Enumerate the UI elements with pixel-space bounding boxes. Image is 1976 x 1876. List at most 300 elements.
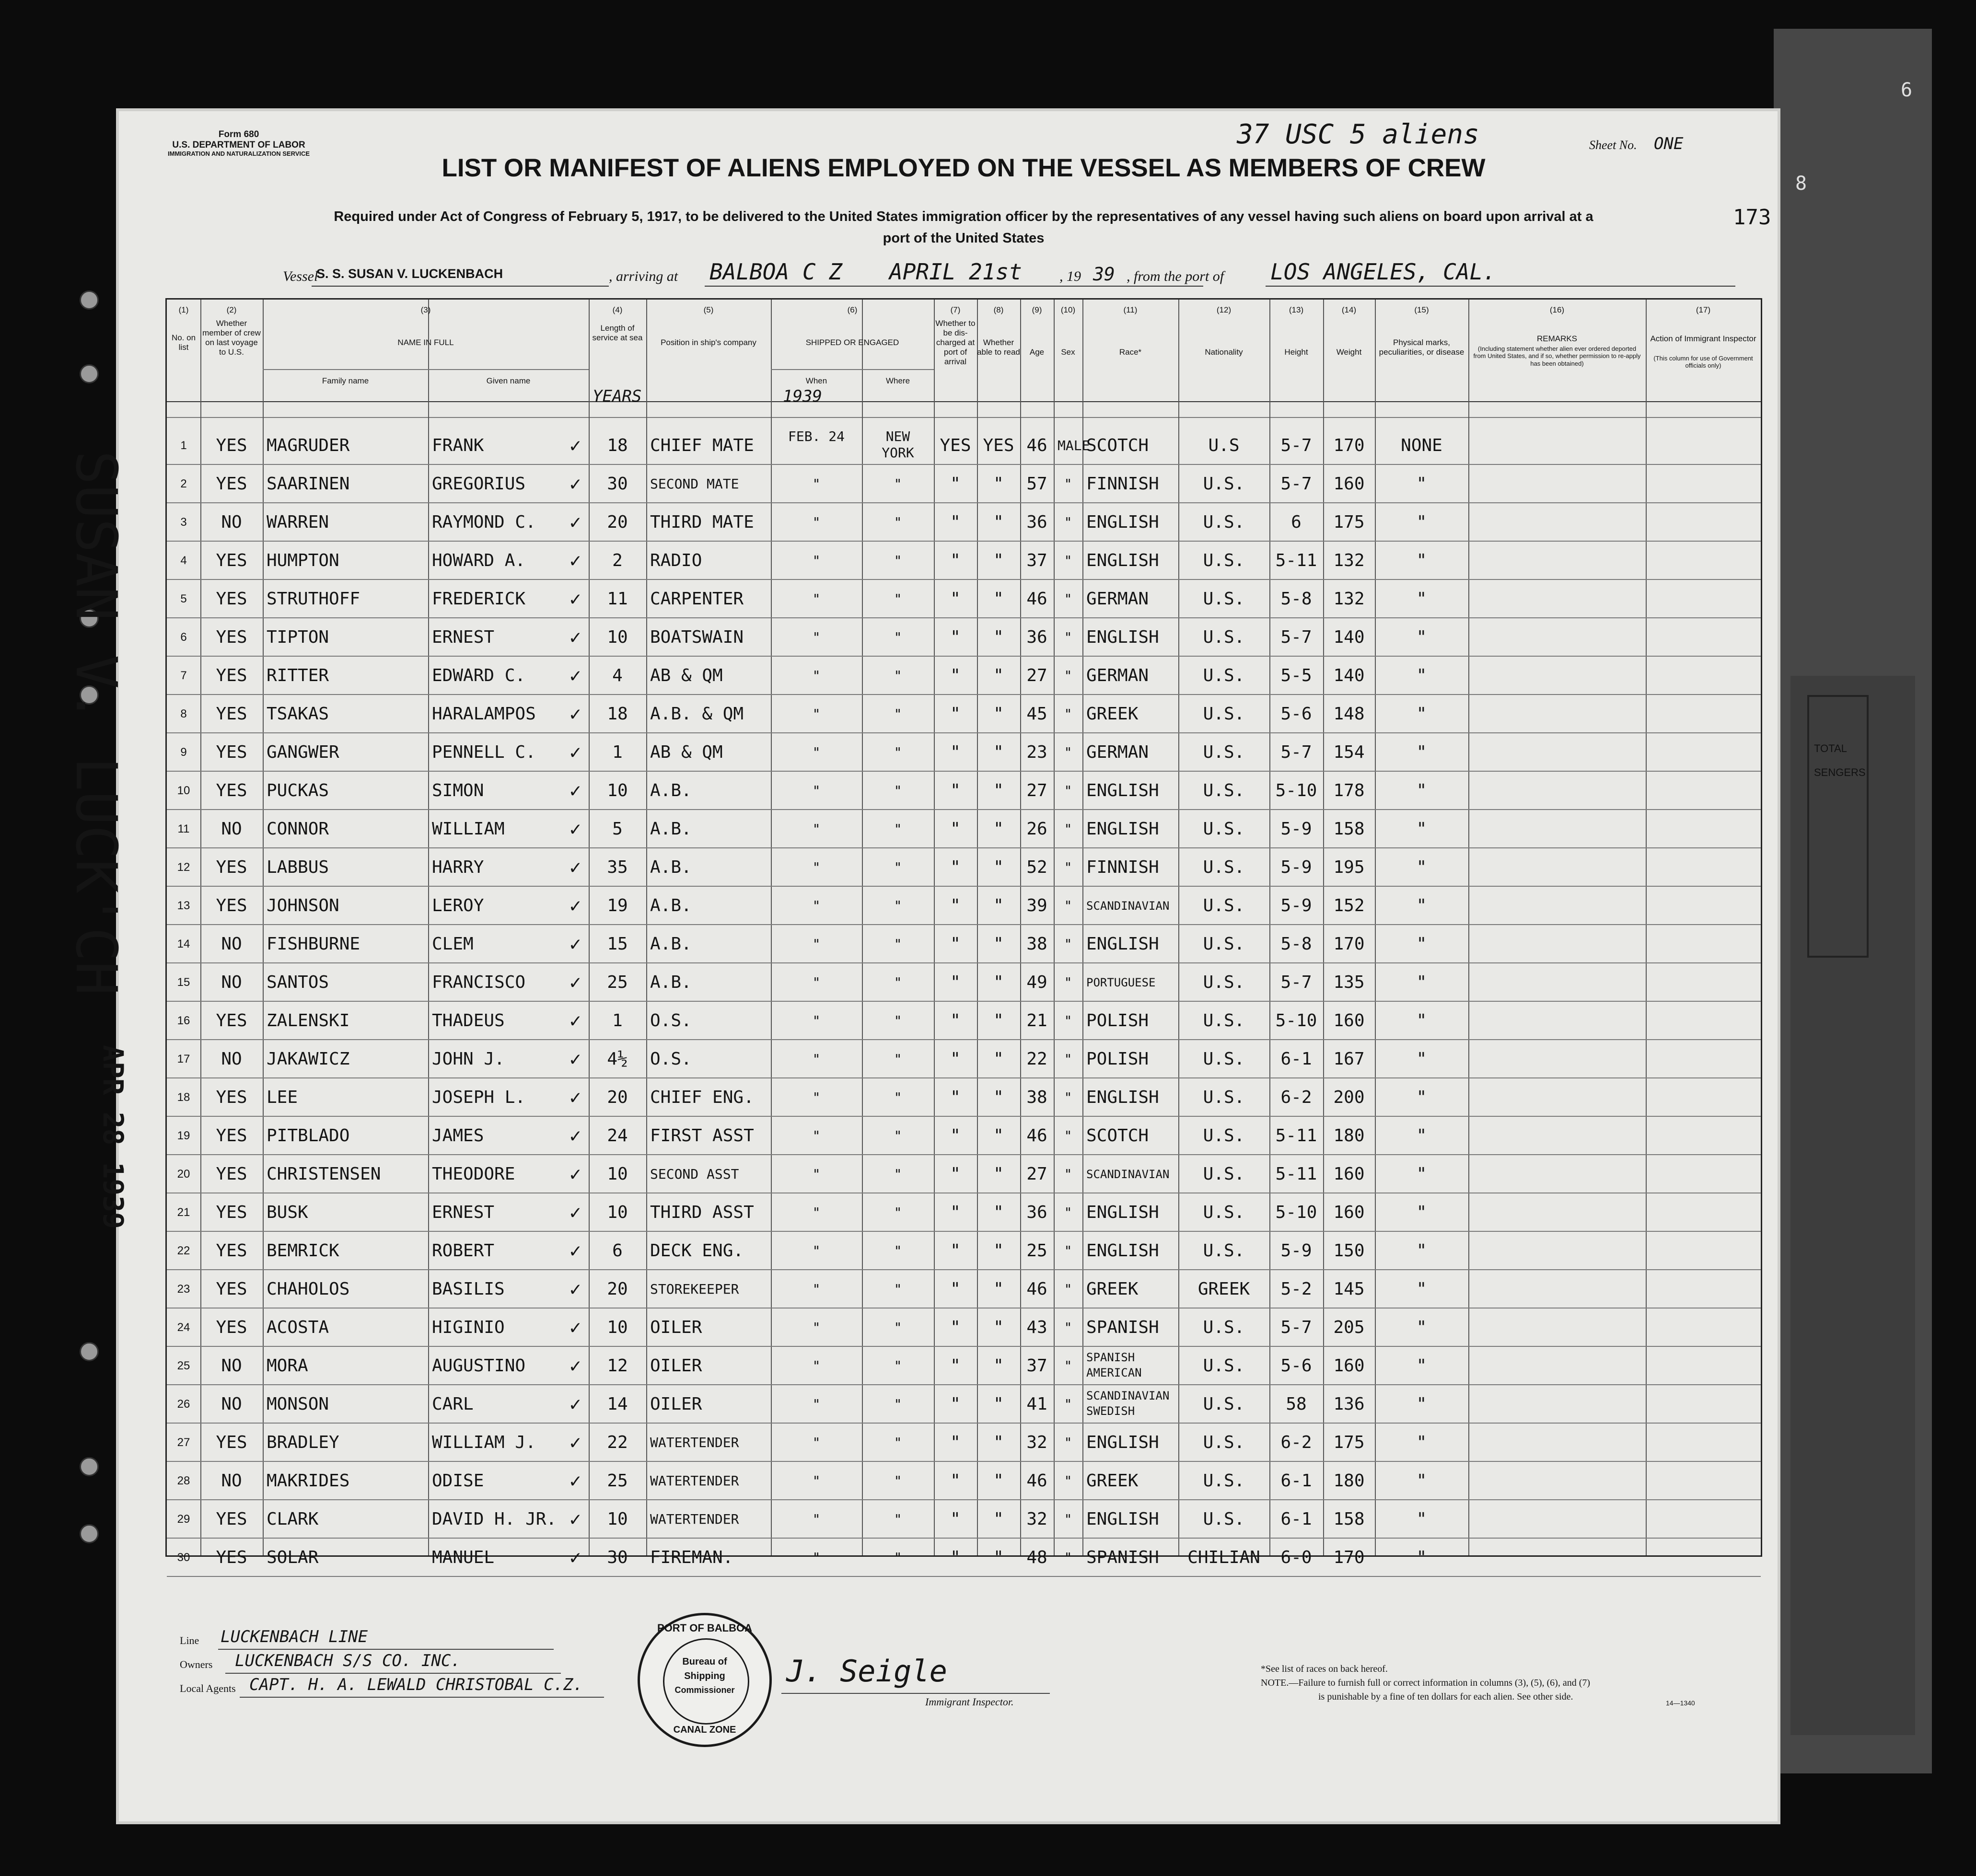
cell-sex: " xyxy=(1064,1511,1072,1527)
header-shipped: SHIPPED OR ENGAGED xyxy=(805,338,899,347)
cell-prev: YES xyxy=(216,1318,247,1337)
cell-height: 6-2 xyxy=(1280,1088,1312,1107)
cell-family: MORA xyxy=(267,1356,308,1376)
note-races: *See list of races on back hereof. xyxy=(1261,1664,1388,1674)
cell-sex: " xyxy=(1064,1243,1072,1259)
cell-weight: 132 xyxy=(1333,589,1365,609)
table-row xyxy=(167,1500,1761,1539)
cell-family: MONSON xyxy=(267,1394,329,1414)
table-row xyxy=(167,810,1761,848)
cell-race: ENGLISH xyxy=(1086,1433,1159,1452)
cell-position: OILER xyxy=(650,1318,702,1337)
cell-weight: 175 xyxy=(1333,512,1365,532)
cell-height: 5-7 xyxy=(1280,474,1312,494)
cell-given: THADEUS xyxy=(432,1011,505,1031)
cell-height: 5-9 xyxy=(1280,857,1312,877)
cell-no: 18 xyxy=(177,1091,190,1104)
cell-age: 38 xyxy=(1026,1088,1047,1107)
header-able-read: Whether able to read xyxy=(977,338,1020,357)
cell-race: SPANISH xyxy=(1086,1318,1159,1337)
cell-physical: NONE xyxy=(1401,436,1442,455)
cell-sex: " xyxy=(1064,553,1072,568)
cell-when: " xyxy=(812,974,821,990)
cell-when: " xyxy=(812,1243,821,1259)
cell-race: SCANDINAVIAN SWEDISH xyxy=(1086,1389,1170,1418)
cell-read: " xyxy=(993,1509,1004,1529)
cell-weight: 160 xyxy=(1333,474,1365,494)
cell-race: GREEK xyxy=(1086,704,1139,724)
check-mark: ✓ xyxy=(570,857,581,879)
cell-sex: " xyxy=(1064,591,1072,607)
cell-position: CHIEF ENG. xyxy=(650,1088,754,1107)
cell-where: " xyxy=(894,1013,902,1029)
cell-sex: " xyxy=(1064,514,1072,530)
check-mark: ✓ xyxy=(570,665,581,687)
cell-physical: " xyxy=(1416,1011,1427,1031)
header-no-on-list: No. on list xyxy=(171,333,196,352)
cell-weight: 140 xyxy=(1333,627,1365,647)
cell-height: 6-1 xyxy=(1280,1049,1312,1069)
cell-read: YES xyxy=(983,436,1014,455)
binder-hole xyxy=(80,1342,99,1361)
cell-weight: 200 xyxy=(1333,1088,1365,1107)
subtitle-line2: port of the United States xyxy=(883,230,1045,246)
cell-physical: " xyxy=(1416,1088,1427,1107)
cell-service: 2 xyxy=(612,551,623,570)
cell-age: 36 xyxy=(1026,512,1047,532)
cell-race: ENGLISH xyxy=(1086,1088,1159,1107)
cell-read: " xyxy=(993,1279,1004,1299)
cell-prev: YES xyxy=(216,704,247,724)
cell-discharged: " xyxy=(950,512,961,532)
header-remarks-sub: (Including statement whether alien ever ordered deported from United States, and if so, whether permission to re-apply has been obtained) xyxy=(1473,345,1641,367)
line-value: LUCKENBACH LINE xyxy=(221,1627,368,1646)
cell-no: 28 xyxy=(177,1474,190,1487)
table-row xyxy=(167,1040,1761,1078)
header-position: Position in ship's company xyxy=(661,338,756,347)
cell-no: 3 xyxy=(180,516,187,529)
cell-where: " xyxy=(894,1128,902,1144)
binder-hole xyxy=(80,364,99,383)
cell-where: " xyxy=(894,1204,902,1220)
cell-discharged: YES xyxy=(940,436,971,455)
cell-when: " xyxy=(812,553,821,568)
cell-physical: " xyxy=(1416,857,1427,877)
cell-height: 5-10 xyxy=(1275,781,1317,800)
cell-physical: " xyxy=(1416,1164,1427,1184)
cell-position: OILER xyxy=(650,1394,702,1414)
cell-read: " xyxy=(993,896,1004,915)
cell-weight: 160 xyxy=(1333,1203,1365,1222)
cell-physical: " xyxy=(1416,973,1427,992)
cell-height: 5-11 xyxy=(1275,551,1317,570)
cell-where: " xyxy=(894,859,902,875)
cell-prev: NO xyxy=(221,512,242,532)
cell-given: ERNEST xyxy=(432,1203,495,1222)
cell-family: PUCKAS xyxy=(267,781,329,800)
table-row xyxy=(167,1078,1761,1117)
cell-no: 2 xyxy=(180,477,187,490)
column-number: (9) xyxy=(1032,305,1042,314)
cell-weight: 136 xyxy=(1333,1394,1365,1414)
cell-height: 5-7 xyxy=(1280,1318,1312,1337)
cell-where: " xyxy=(894,936,902,952)
cell-given: DAVID H. JR. xyxy=(432,1509,557,1529)
cell-when: " xyxy=(812,476,821,492)
header-height: Height xyxy=(1284,347,1308,357)
header-family-name: Family name xyxy=(322,376,369,385)
cell-sex: " xyxy=(1064,936,1072,952)
check-mark: ✓ xyxy=(570,1202,581,1224)
cell-nationality: U.S. xyxy=(1203,1433,1245,1452)
table-row xyxy=(167,733,1761,772)
cell-weight: 170 xyxy=(1333,934,1365,954)
cell-race: FINNISH xyxy=(1086,474,1159,494)
check-mark: ✓ xyxy=(570,1278,581,1300)
cell-physical: " xyxy=(1416,1203,1427,1222)
cell-race: SCANDINAVIAN xyxy=(1086,899,1170,913)
seal-bottom: CANAL ZONE xyxy=(673,1725,736,1735)
cell-no: 20 xyxy=(177,1168,190,1181)
cell-race: SCOTCH xyxy=(1086,1126,1149,1146)
check-mark: ✓ xyxy=(570,1317,581,1339)
cell-no: 22 xyxy=(177,1244,190,1257)
check-mark: ✓ xyxy=(570,1393,581,1415)
cell-age: 46 xyxy=(1026,589,1047,609)
cell-race: ENGLISH xyxy=(1086,627,1159,647)
cell-sex: " xyxy=(1064,1435,1072,1450)
cell-sex: " xyxy=(1064,1051,1072,1067)
cell-age: 22 xyxy=(1026,1049,1047,1069)
cell-discharged: " xyxy=(950,934,961,954)
cell-read: " xyxy=(993,704,1004,724)
check-mark: ✓ xyxy=(570,933,581,955)
cell-discharged: " xyxy=(950,1241,961,1261)
cell-service: 4 xyxy=(612,666,623,685)
cell-weight: 175 xyxy=(1333,1433,1365,1452)
cell-prev: YES xyxy=(216,1011,247,1031)
cell-discharged: " xyxy=(950,857,961,877)
cell-when: " xyxy=(812,1166,821,1182)
cell-no: 26 xyxy=(177,1398,190,1411)
cell-given: FRANK xyxy=(432,436,484,455)
cell-height: 5-10 xyxy=(1275,1011,1317,1031)
cell-no: 19 xyxy=(177,1129,190,1142)
arrival-date: APRIL 21st xyxy=(889,259,1022,285)
cell-sex: " xyxy=(1064,1550,1072,1565)
cell-sex: " xyxy=(1064,1128,1072,1144)
cell-given: GREGORIUS xyxy=(432,474,526,494)
seal-line3: Commissioner xyxy=(674,1685,735,1695)
cell-physical: " xyxy=(1416,704,1427,724)
cell-when: " xyxy=(812,1435,821,1450)
cell-read: " xyxy=(993,1203,1004,1222)
cell-age: 57 xyxy=(1026,474,1047,494)
cell-prev: NO xyxy=(221,1394,242,1414)
cell-prev: YES xyxy=(216,1509,247,1529)
cell-when: " xyxy=(812,591,821,607)
cell-height: 5-6 xyxy=(1280,704,1312,724)
cell-race: ENGLISH xyxy=(1086,551,1159,570)
cell-discharged: " xyxy=(950,973,961,992)
cell-service: 5 xyxy=(612,819,623,839)
check-mark: ✓ xyxy=(570,473,581,495)
cell-when: " xyxy=(812,1473,821,1489)
cell-age: 46 xyxy=(1026,1279,1047,1299)
cell-where: " xyxy=(894,476,902,492)
cell-position: A.B. xyxy=(650,934,692,954)
cell-discharged: " xyxy=(950,704,961,724)
check-mark: ✓ xyxy=(570,1163,581,1185)
cell-when: " xyxy=(812,744,821,760)
table-row xyxy=(167,887,1761,925)
cell-given: HIGINIO xyxy=(432,1318,505,1337)
cell-position: RADIO xyxy=(650,551,702,570)
cell-sex: " xyxy=(1064,1089,1072,1105)
cell-service: 25 xyxy=(607,1471,628,1491)
cell-physical: " xyxy=(1416,1394,1427,1414)
cell-nationality: U.S. xyxy=(1203,1164,1245,1184)
cell-race: GREEK xyxy=(1086,1471,1139,1491)
cell-weight: 158 xyxy=(1333,1509,1365,1529)
cell-service: 20 xyxy=(607,512,628,532)
cell-weight: 160 xyxy=(1333,1356,1365,1376)
cell-no: 27 xyxy=(177,1436,190,1449)
cell-race: GERMAN xyxy=(1086,742,1149,762)
cell-read: " xyxy=(993,1318,1004,1337)
cell-physical: " xyxy=(1416,1471,1427,1491)
cell-service: 10 xyxy=(607,781,628,800)
cell-nationality: U.S. xyxy=(1203,973,1245,992)
cell-discharged: " xyxy=(950,1433,961,1452)
cell-discharged: " xyxy=(950,1279,961,1299)
cell-prev: YES xyxy=(216,1203,247,1222)
cell-race: SPANISH xyxy=(1086,1548,1159,1567)
subtitle xyxy=(192,206,1735,249)
cell-given: RAYMOND C. xyxy=(432,512,536,532)
cell-read: " xyxy=(993,666,1004,685)
table-row xyxy=(167,1155,1761,1193)
cell-sex: " xyxy=(1064,1166,1072,1182)
cell-where: " xyxy=(894,1435,902,1450)
check-mark: ✓ xyxy=(570,1355,581,1377)
cell-prev: YES xyxy=(216,1548,247,1567)
cell-when: " xyxy=(812,1281,821,1297)
cell-race: GERMAN xyxy=(1086,589,1149,609)
cell-prev: YES xyxy=(216,436,247,455)
cell-physical: " xyxy=(1416,551,1427,570)
cell-weight: 180 xyxy=(1333,1126,1365,1146)
cell-family: HUMPTON xyxy=(267,551,339,570)
table-row xyxy=(167,1002,1761,1040)
table-row xyxy=(167,580,1761,618)
cell-prev: NO xyxy=(221,1049,242,1069)
check-mark: ✓ xyxy=(570,626,581,648)
cell-height: 6-1 xyxy=(1280,1471,1312,1491)
cell-discharged: " xyxy=(950,1509,961,1529)
cell-age: 48 xyxy=(1026,1548,1047,1567)
column-number: (15) xyxy=(1414,305,1429,314)
cell-where: " xyxy=(894,1051,902,1067)
cell-prev: YES xyxy=(216,474,247,494)
cell-height: 5-9 xyxy=(1280,896,1312,915)
cell-when: " xyxy=(812,1320,821,1335)
cell-family: CLARK xyxy=(267,1509,319,1529)
cell-nationality: U.S. xyxy=(1203,1318,1245,1337)
cell-read: " xyxy=(993,1394,1004,1414)
header-length-service: Length of service at sea xyxy=(592,324,643,343)
cell-prev: NO xyxy=(221,973,242,992)
cell-given: FRANCISCO xyxy=(432,973,526,992)
cell-given: ROBERT xyxy=(432,1241,495,1261)
cell-where: " xyxy=(894,1243,902,1259)
cell-prev: YES xyxy=(216,1164,247,1184)
cell-discharged: " xyxy=(950,551,961,570)
cell-no: 6 xyxy=(180,631,187,644)
cell-sex: " xyxy=(1064,668,1072,683)
cell-age: 46 xyxy=(1026,1471,1047,1491)
seal-line1: Bureau of xyxy=(682,1656,727,1667)
column-number: (3) xyxy=(420,305,431,314)
cell-nationality: U.S. xyxy=(1203,857,1245,877)
cell-service: 14 xyxy=(607,1394,628,1414)
cell-when: " xyxy=(812,629,821,645)
cell-discharged: " xyxy=(950,742,961,762)
cell-where: " xyxy=(894,553,902,568)
cell-nationality: U.S. xyxy=(1203,1011,1245,1031)
cell-weight: 170 xyxy=(1333,1548,1365,1567)
arrival-year: 39 xyxy=(1093,264,1115,285)
cell-age: 21 xyxy=(1026,1011,1047,1031)
cell-sex: " xyxy=(1064,1396,1072,1412)
cell-family: STRUTHOFF xyxy=(267,589,360,609)
check-mark: ✓ xyxy=(570,741,581,764)
cell-position: WATERTENDER xyxy=(650,1511,739,1527)
form-header xyxy=(168,129,310,158)
cell-nationality: U.S. xyxy=(1203,627,1245,647)
cell-discharged: " xyxy=(950,1164,961,1184)
cell-no: 25 xyxy=(177,1359,190,1372)
page-title: LIST OR MANIFEST OF ALIENS EMPLOYED ON THE VESSEL AS MEMBERS OF CREW xyxy=(442,154,1486,182)
cell-given: HOWARD A. xyxy=(432,551,526,570)
cell-position: O.S. xyxy=(650,1011,692,1031)
cell-age: 27 xyxy=(1026,666,1047,685)
cell-nationality: U.S. xyxy=(1203,666,1245,685)
cell-family: SAARINEN xyxy=(267,474,350,494)
cell-nationality: U.S xyxy=(1208,436,1240,455)
cell-weight: 167 xyxy=(1333,1049,1365,1069)
cell-height: 5-9 xyxy=(1280,1241,1312,1261)
table-row xyxy=(167,1347,1761,1385)
cell-physical: " xyxy=(1416,934,1427,954)
cell-where: " xyxy=(894,514,902,530)
cell-physical: " xyxy=(1416,1318,1427,1337)
cell-where: " xyxy=(894,1166,902,1182)
cell-family: ACOSTA xyxy=(267,1318,329,1337)
cell-read: " xyxy=(993,1088,1004,1107)
cell-age: 49 xyxy=(1026,973,1047,992)
column-number: (11) xyxy=(1123,305,1138,314)
cell-read: " xyxy=(993,973,1004,992)
cell-age: 43 xyxy=(1026,1318,1047,1337)
cell-weight: 195 xyxy=(1333,857,1365,877)
cell-when: " xyxy=(812,1358,821,1374)
cell-nationality: U.S. xyxy=(1203,934,1245,954)
cell-race: ENGLISH xyxy=(1086,512,1159,532)
cell-age: 32 xyxy=(1026,1509,1047,1529)
years-unit-label: YEARS xyxy=(593,387,642,406)
cell-read: " xyxy=(993,589,1004,609)
cell-no: 12 xyxy=(177,861,190,874)
cell-physical: " xyxy=(1416,781,1427,800)
cell-when: " xyxy=(812,1089,821,1105)
cell-weight: 205 xyxy=(1333,1318,1365,1337)
cell-service: 1 xyxy=(612,1011,623,1031)
side-box-line1: TOTAL xyxy=(1814,742,1847,754)
cell-family: BRADLEY xyxy=(267,1433,339,1452)
seal-top: PORT OF BALBOA xyxy=(657,1622,752,1634)
table-row xyxy=(167,772,1761,810)
cell-no: 1 xyxy=(180,439,187,452)
cell-physical: " xyxy=(1416,819,1427,839)
cell-read: " xyxy=(993,1548,1004,1567)
cell-when: " xyxy=(812,859,821,875)
cell-sex: " xyxy=(1064,859,1072,875)
cell-service: 20 xyxy=(607,1279,628,1299)
cell-position: SECOND MATE xyxy=(650,476,739,492)
header-when: When xyxy=(805,376,827,385)
cell-read: " xyxy=(993,1433,1004,1452)
check-mark: ✓ xyxy=(570,1240,581,1262)
year-prefix: , 19 xyxy=(1059,268,1081,284)
cell-race: ENGLISH xyxy=(1086,819,1159,839)
cell-position: THIRD MATE xyxy=(650,512,754,532)
cell-family: WARREN xyxy=(267,512,329,532)
cell-race: ENGLISH xyxy=(1086,1203,1159,1222)
cell-nationality: U.S. xyxy=(1203,704,1245,724)
cell-nationality: U.S. xyxy=(1203,1394,1245,1414)
cell-discharged: " xyxy=(950,1318,961,1337)
cell-read: " xyxy=(993,1164,1004,1184)
note-fine: is punishable by a fine of ten dollars for each alien. See other side. xyxy=(1318,1691,1573,1702)
owners-label: Owners xyxy=(180,1658,213,1670)
table-row xyxy=(167,848,1761,887)
cell-no: 23 xyxy=(177,1283,190,1296)
cell-weight: 145 xyxy=(1333,1279,1365,1299)
cell-when: " xyxy=(812,898,821,914)
arriving-port: BALBOA C Z xyxy=(709,259,842,285)
cell-no: 10 xyxy=(177,784,190,797)
cell-position: A.B. & QM xyxy=(650,704,744,724)
table-row xyxy=(167,1117,1761,1155)
cell-physical: " xyxy=(1416,1241,1427,1261)
check-mark: ✓ xyxy=(570,1048,581,1070)
cell-where: " xyxy=(894,744,902,760)
cell-prev: YES xyxy=(216,896,247,915)
cell-service: 22 xyxy=(607,1433,628,1452)
cell-when: FEB. 24 xyxy=(788,428,845,444)
service: IMMIGRATION AND NATURALIZATION SERVICE xyxy=(168,150,310,157)
header-race: Race* xyxy=(1119,347,1142,357)
table-row xyxy=(167,1309,1761,1347)
cell-where: " xyxy=(894,821,902,837)
cell-position: FIRST ASST xyxy=(650,1126,754,1146)
cell-position: THIRD ASST xyxy=(650,1203,754,1222)
header-physical: Physical marks, peculiarities, or disease xyxy=(1379,338,1465,357)
sheet-value: ONE xyxy=(1654,134,1684,153)
header-sex: Sex xyxy=(1061,347,1075,357)
cell-given: JAMES xyxy=(432,1126,484,1146)
